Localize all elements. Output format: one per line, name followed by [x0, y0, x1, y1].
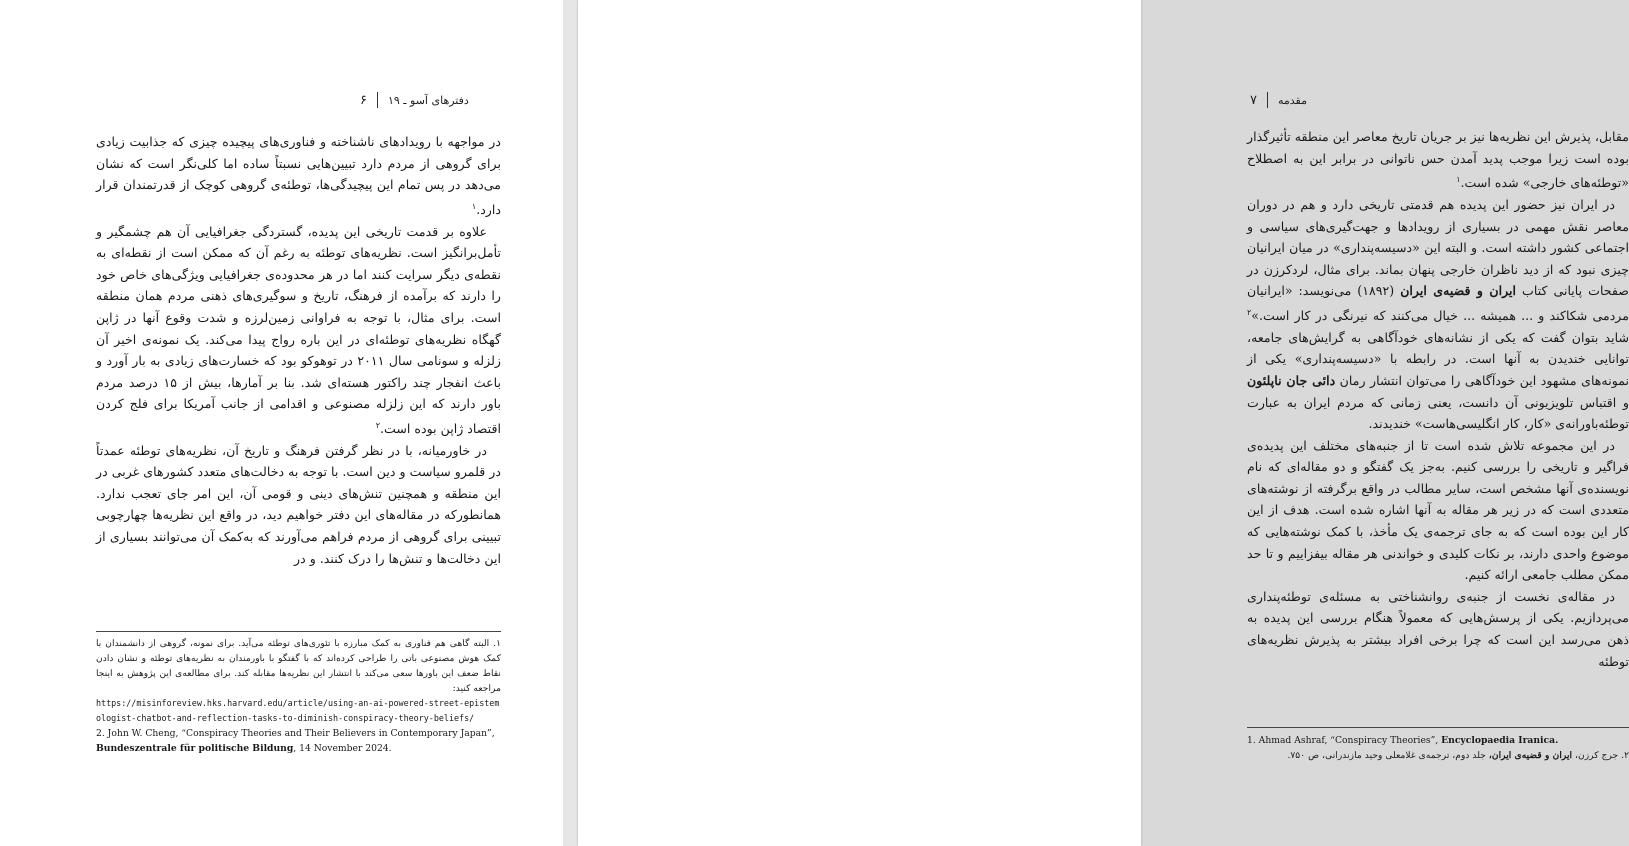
header-divider	[377, 92, 378, 108]
right-footnotes	[1247, 733, 1629, 763]
paragraph: علاوه بر قدمت تاریخی این پدیده، گستردگی جغرافیایی آن هم چشمگیر و تأمل‌برانگیز است. نظریه‌های توطئه به رغم آن که ممکن است از نقطه‌ای به نقطه‌ی دیگر سرایت کنند اما در هر محدوده‌ی جغرافیایی ویژگی‌های خاص خود را دارند که برآمده از فرهنگ، تاریخ و سوگیری‌های ذهنی مردم همان منطقه است. برای مثال، با توجه به فراوانی زمین‌لرزه و شدت وقوع آنها در ژاپن گهگاه نظریه‌های توطئه‌ای در این باره رواج پیدا می‌کند. یک نمونه‌ی اخیر آن زلزله و سونامی سال ۲۰۱۱ در توهوکو بود که خسارت‌های زیادی به بار آورد و باعث انفجار چند راکتور هسته‌ای شد. بنا بر آمارها، بیش از ۱۵ درصد مردم باور دارند که این زلزله مصنوعی و اقدامی از جانب آمریکا برای فلج کردن اقتصاد ژاپن بوده است.$^۲$	[96, 223, 501, 437]
paragraph: در مقاله‌ی نخست از جنبه‌ی روانشناختی به مسئله‌ی توطئه‌پنداری می‌پردازیم. یکی از پرسش‌هایی که معمولاً هنگام بررسی این پدیده به ذهن می‌رسد این است که چرا برخی افراد بیشتر به پذیرش نظریه‌های توطئه	[1247, 588, 1629, 669]
footnote-divider	[1247, 727, 1629, 728]
book-title: ایران و قضیه‌ی ایران	[1400, 283, 1517, 299]
footnote-2-book: ایران و قضیه‌ی ایران،	[1488, 750, 1573, 761]
paragraph: در ایران نیز حضور این پدیده هم قدمتی تاریخی دارد و هم در دوران معاصر نقش مهمی در بسیاری از رویدادها و جهت‌گیری‌های سیاسی و اجتماعی کشور داشته است. و البته این «دسیسه‌پنداری» در میان ایرانیان چیزی نبود که از دید ناظران خارجی پنهان بماند. برای مثال، لردکرزن در صفحات پایانی کتاب ایران و قضیه‌ی ایران (۱۸۹۲) می‌نویسد: «ایرانیان مردمی شکاکند و ... همیشه ... خیال می‌کنند که نیرنگی در کار است.»$^۲$ شاید بتوان گفت که یکی از نشانه‌های خودآگاهی به گرایش‌های جامعه، توانایی خندیدن به آنها است. در رابطه با «دسیسه‌پنداری» یکی از نمونه‌های مشهود این خودآگاهی را می‌توان انتشار رمان دائی جان ناپلئون و اقتباس تلویزیونی آن دانست، یعنی زمانی که مردم ایران به عبارت توطئه‌باورانه‌ی «کار، کار انگلیسی‌هاست» خندیدند.	[1247, 196, 1629, 432]
footnote-mark[interactable]: ۲	[375, 420, 380, 430]
left-page	[0, 0, 563, 846]
footnote-2: ۲. جرج کرزن، ایران و قضیه‌ی ایران، جلد دوم، ترجمه‌ی غلامعلی وحید مازندرانی، ص ۷۵۰.	[1287, 750, 1629, 761]
footnote-1-link[interactable]: https://misinforeview.hks.harvard.edu/article/using-an-ai-powered-street-epistemologist-chatbot-and-reflection-tasks-to-diminish-conspiracy-theory-beliefs/	[96, 698, 500, 723]
paragraph: در خاورمیانه، با در نظر گرفتن فرهنگ و تاریخ آن، نظریه‌های توطئه عمدتاً در قلمرو سیاست و دین است. با توجه به دخالت‌های متعدد کشورهای غربی در این منطقه و همچنین تنش‌های دینی و قومی آن، این امر جای تعجب ندارد. همانطورکه در مقاله‌های این دفتر خواهیم دید، در واقع این نظریه‌ها چهارچوبی تبیینی برای گروهی از مردم فراهم می‌آورند که به‌کمک آن می‌توانند بسیاری از این دخالت‌ها و تنش‌ها را درک کنند. و در	[96, 442, 501, 566]
header-divider	[1267, 92, 1268, 108]
footnote-mark[interactable]: ۲	[1247, 307, 1252, 317]
running-title: دفترهای آسو ـ ۱۹	[387, 93, 469, 107]
left-page-body	[96, 131, 501, 569]
footnote-divider	[96, 631, 501, 632]
paragraph: در مواجهه با رویدادهای ناشناخته و فناوری‌های پیچیده چیزی که جذابیت زیادی برای گروهی از مردم دارد تبیین‌هایی نسبتاً ساده اما کلی‌نگر است که نشان می‌دهد در پس تمام این پیچیدگی‌ها، توطئه‌ی گروهی کوچک از قدرتمندان قرار دارد.$^۱$	[96, 134, 501, 217]
right-page-header	[1250, 90, 1307, 110]
page-number: ۶	[360, 92, 367, 108]
novel-title: دائی جان ناپلئون	[1247, 372, 1336, 388]
running-title: مقدمه	[1277, 93, 1308, 107]
page-number: ۷	[1250, 92, 1257, 108]
left-footnotes	[96, 636, 501, 756]
right-page	[578, 0, 1629, 846]
footnote-1-source: Encyclopaedia Iranica.	[1441, 735, 1559, 746]
footnote-1: 1. Ahmad Ashraf, “Conspiracy Theories”, Encyclopaedia Iranica.	[1247, 735, 1559, 746]
page-gutter	[563, 0, 578, 846]
right-page-body	[1247, 126, 1629, 672]
footnote-2: 2. John W. Cheng, “Conspiracy Theories and Their Believers in Contemporary Japan”, Bundeszentrale für politische Bildung, 14 November 2024.	[96, 728, 495, 754]
footnote-1: ۱. البته گاهی هم فناوری به کمک مبارزه با تئوری‌های توطئه می‌آید. برای نمونه، گروهی از دانشمندان با کمک هوش مصنوعی باتی را طراحی کرده‌اند که با گفتگو با باورمندان به نظریه‌های توطئه و نشان دادن نقاط ضعف این باورها سعی می‌کند با انتشار این نظریه‌ها مقابله کند. برای مطالعه‌ی این پژوهش به اینجا مراجعه کنید:	[96, 638, 501, 694]
footnote-mark[interactable]: ۱	[1456, 175, 1461, 185]
footnote-2-source: Bundeszentrale für politische Bildung	[96, 743, 294, 754]
paragraph: در این مجموعه تلاش شده است تا از جنبه‌های مختلف این پدیده‌ی فراگیر و تاریخی را بررسی کنیم. به‌جز یک گفتگو و دو مقاله‌ای که نام نویسنده‌ی آنها مشخص است، سایر مطالب در واقع برگرفته از نوشته‌های متعددی است که در زیر هر مقاله به آنها اشاره شده است. هدف از این کار این بوده است که به جای ترجمه‌ی یک مأخذ، با کمک نوشته‌هایی که موضوع واحدی دارند، بر نکات کلیدی و خواندنی هر مقاله بیفزاییم و تا حد ممکن مطلب جامعی ارائه کنیم.	[1247, 437, 1629, 583]
footnote-mark[interactable]: ۱	[471, 201, 477, 211]
left-page-header	[360, 90, 469, 110]
paragraph: مقابل، پذیرش این نظریه‌ها نیز بر جریان تاریخ معاصر این منطقه تأثیرگذار بوده است زیرا موجب پدید آمدن حس ناتوانی در برابر این به اصطلاح «توطئه‌های خارجی» شده است.$^۱$	[1247, 129, 1629, 191]
